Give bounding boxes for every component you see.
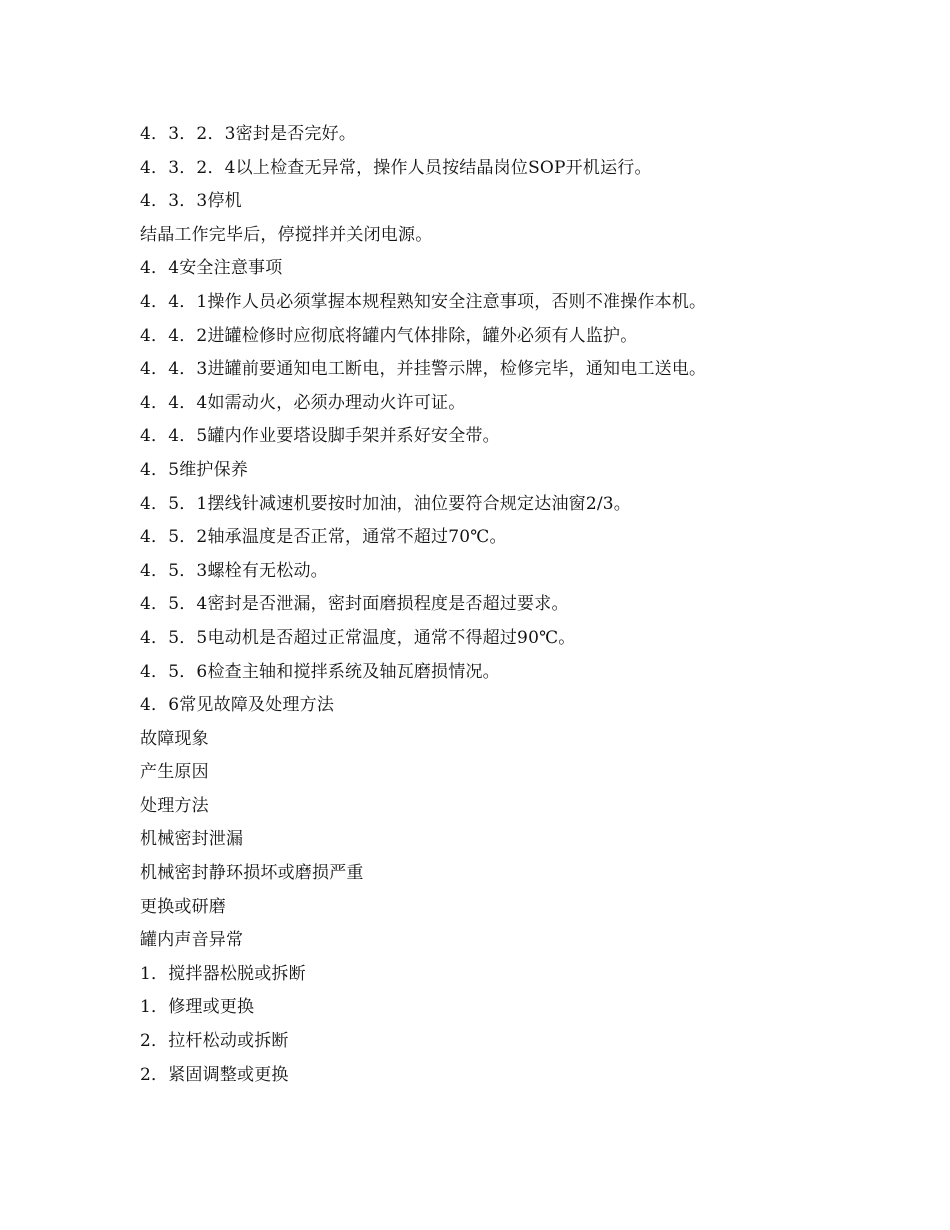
fault-table-header-cause: 产生原因 bbox=[140, 762, 209, 783]
paragraph-shutdown: 结晶工作完毕后，停搅拌并关闭电源。 bbox=[140, 224, 433, 245]
clause-4-5-3: 4．5．3螺栓有无松动。 bbox=[140, 560, 328, 581]
clause-4-4-4: 4．4．4如需动火，必须办理动火许可证。 bbox=[140, 392, 466, 413]
clause-4-4-5: 4．4．5罐内作业要塔设脚手架并系好安全带。 bbox=[140, 426, 500, 447]
clause-4-3-2-4: 4．3．2．4以上检查无异常，操作人员按结晶岗位SOP开机运行。 bbox=[140, 157, 652, 178]
fault-noise-cause-1: 1．搅拌器松脱或拆断 bbox=[140, 963, 306, 984]
clause-4-4-1: 4．4．1操作人员必须掌握本规程熟知安全注意事项，否则不准操作本机。 bbox=[140, 291, 707, 312]
fault-seal-leak-cause: 机械密封静环损坏或磨损严重 bbox=[140, 863, 364, 884]
clause-4-5-4: 4．5．4密封是否泄漏，密封面磨损程度是否超过要求。 bbox=[140, 594, 569, 615]
fault-abnormal-noise: 罐内声音异常 bbox=[140, 930, 244, 951]
fault-table-header-method: 处理方法 bbox=[140, 795, 209, 816]
fault-table-header-phenomenon: 故障现象 bbox=[140, 728, 209, 749]
clause-4-4-3: 4．4．3进罐前要通知电工断电，并挂警示牌，检修完毕，通知电工送电。 bbox=[140, 359, 707, 380]
fault-noise-cause-2: 2．拉杆松动或拆断 bbox=[140, 1031, 289, 1052]
fault-seal-leak-method: 更换或研磨 bbox=[140, 896, 226, 917]
heading-4-4-safety: 4．4安全注意事项 bbox=[140, 258, 283, 279]
heading-4-5-maintenance: 4．5维护保养 bbox=[140, 459, 249, 480]
clause-4-4-2: 4．4．2进罐检修时应彻底将罐内气体排除，罐外必须有人监护。 bbox=[140, 325, 638, 346]
heading-4-6-faults: 4．6常见故障及处理方法 bbox=[140, 695, 335, 716]
clause-4-5-5: 4．5．5电动机是否超过正常温度，通常不得超过90℃。 bbox=[140, 627, 576, 648]
document-body bbox=[140, 118, 840, 1092]
fault-seal-leak: 机械密封泄漏 bbox=[140, 829, 244, 850]
fault-noise-method-1: 1．修理或更换 bbox=[140, 997, 255, 1018]
clause-4-5-2: 4．5．2轴承温度是否正常，通常不超过70℃。 bbox=[140, 527, 507, 548]
heading-4-3-3-shutdown: 4．3．3停机 bbox=[140, 191, 242, 212]
clause-4-5-6: 4．5．6检查主轴和搅拌系统及轴瓦磨损情况。 bbox=[140, 661, 500, 682]
clause-4-3-2-3: 4．3．2．3密封是否完好。 bbox=[140, 124, 357, 144]
clause-4-5-1: 4．5．1摆线针减速机要按时加油，油位要符合规定达油窗2/3。 bbox=[140, 493, 632, 514]
fault-noise-method-2: 2．紧固调整或更换 bbox=[140, 1064, 289, 1085]
